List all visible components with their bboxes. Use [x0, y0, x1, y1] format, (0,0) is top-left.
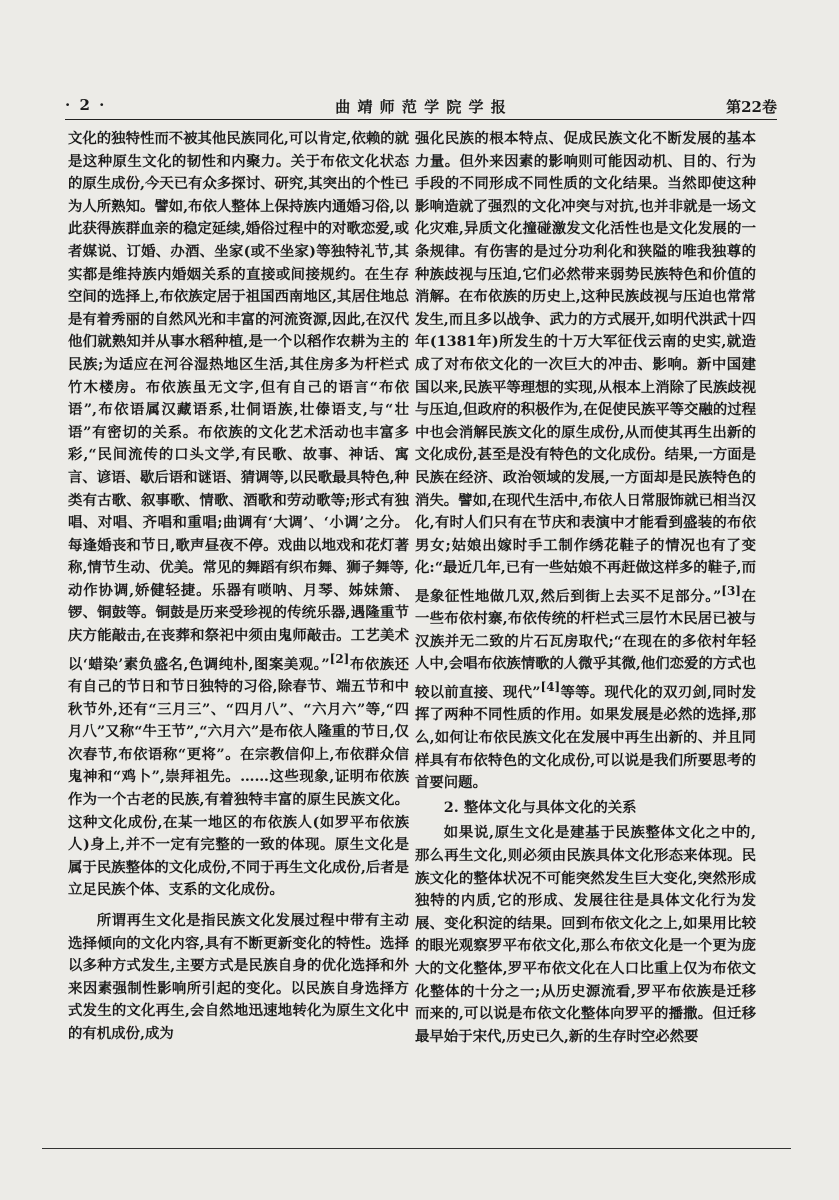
body-text: 文化的独特性而不被其他民族同化,可以肯定,依赖的就是这种原生文化的韧性和内聚力。关于布依文化状态的原生成份,今天已有众多探讨、研究,其突出的个性已为人所熟知。譬如,布依人整体上保持族内通婚习俗,以此获得族群血亲的稳定延续,婚俗过程中的对歌恋爱,或者媒说、订婚、办酒、坐家(或不坐家)等独特礼节,其实都是维持族内婚姻关系的直接或间接规约。在生存空间的选择上,布依族定居于祖国西南地区,其居住地总是有着秀丽的自然风光和丰富的河流资源,因此,在汉代他们就熟知并从事水稻种植,是一个以稻作农耕为主的民族;为适应在河谷湿热地区生活,其住房多为杆栏式竹木楼房。布依族虽无文字,但有自己的语言“布依语”,布依语属汉藏语系,壮侗语族,壮傣语支,与“壮语”有密切的关系。布依族的文化艺术活动也丰富多彩,“民间流传的口头文学,有民歌、故事、神话、寓言、谚语、歇后语和谜语、猜调等,以民歌最具特色,种类有古歌、叙事歌、情歌、酒歌和劳动歌等;形式有独唱、对唱、齐唱和重唱;曲调有‘大调’、‘小调’之分。每逢婚丧和节日,歌声昼夜不停。戏曲以地戏和花灯著称,情节生动、优美。常见的舞蹈有织布舞、狮子舞等,动作协调,娇健轻捷。乐器有唢呐、月琴、姊妹箫、锣、铜鼓等。铜鼓是历来受珍视的传统乐器,遇隆重节庆方能敲击,在丧葬和祭祀中须由鬼师敲击。工艺美术以‘蜡染’素负盛名,色调纯朴,图案美观。” [68, 130, 410, 673]
footer-rule [42, 1148, 791, 1149]
journal-title: 曲 靖 师 范 学 院 学 报 [335, 98, 507, 116]
left-column [68, 128, 409, 1046]
paragraph: 所谓再生文化是指民族文化发展过程中带有主动选择倾向的文化内容,具有不断更新变化的特性。选择以多种方式发生,主要方式是民族自身的优化选择和外来因素强制性影响所引起的变化。以民族自身选择方式发生的文化再生,会自然地迅速地转化为原生文化中的有机成份,成为 [68, 911, 409, 1042]
right-column [415, 128, 756, 1048]
citation: [3] [721, 583, 741, 598]
volume-label: 第22卷 [726, 98, 777, 116]
paragraph [415, 128, 756, 795]
body-text: 布依族还有自己的节日和节日独特的习俗,除春节、端五节和中秋节外,还有“三月三”、“四月八”、“六月六”等,“四月八”又称“牛王节”,“六月六”是布依人隆重的节日,仅次春节,布依语称“更将”。在宗教信仰上,布依群众信鬼神和“鸡卜”,崇拜祖先。……这些现象,证明布依族作为一个古老的民族,有着独特丰富的原生民族文化。这种文化成份,在某一地区的布依族人(如罗平布依族人)身上,并不一定有完整的一致的体现。原生文化是属于民族整体的文化成份,不同于再生文化成份,后者是立足民族个体、支系的文化成份。 [68, 655, 410, 899]
section-subheading: 2. 整体文化与具体文化的关系 [443, 798, 637, 816]
body-text: 在一些布依村寨,布依传统的杆栏式三层竹木民居已被与汉族并无二致的片石瓦房取代;“在现在的多依村年轻人中,会唱布依族情歌的人微乎其微,他们恋爱的方式也较以前直接、现代” [415, 587, 757, 701]
page-number: · 2 · [65, 96, 107, 114]
citation: [4] [540, 680, 561, 695]
page-header [65, 96, 777, 120]
body-text: 强化民族的根本特点、促成民族文化不断发展的基本力量。但外来因素的影响则可能因动机、目的、行为手段的不同形成不同性质的文化结果。当然即使这种影响造就了强烈的文化冲突与对抗,也并非就是一场文化灾难,异质文化撞碰激发文化活性也是文化发展的一条规律。有伤害的是过分功利化和狭隘的唯我独尊的种族歧视与压迫,它们必然带来弱势民族特色和价值的消解。在布依族的历史上,这种民族歧视与压迫也常常发生,而且多以战争、武力的方式展开,如明代洪武十四年(1381年)所发生的十万大军征伐云南的史实,就造成了对布依文化的一次巨大的冲击、影响。新中国建国以来,民族平等理想的实现,从根本上消除了民族歧视与压迫,但政府的积极作为,在促使民族平等交融的过程中也会消解民族文化的原生成份,从而使其再生出新的文化成份,甚至是没有特色的文化成份。结果,一方面是民族在经济、政治领域的发展,一方面却是民族特色的消失。譬如,在现代生活中,布依人日常服饰就已相当汉化,有时人们只有在节庆和表演中才能看到盛装的布依男女;姑娘出嫁时手工制作绣花鞋子的情况也有了变化:“最近几年,已有一些姑娘不再赶做这样多的鞋子,而是象征性地做几双,然后到街上去买不足部分。” [415, 130, 757, 605]
header-rule [65, 119, 777, 120]
paragraph [68, 128, 409, 902]
paragraph: 如果说,原生文化是建基于民族整体文化之中的,那么再生文化,则必须由民族具体文化形态来体现。民族文化的整体状况不可能突然发生巨大变化,突然形成独特的内质,它的形成、发展往往是具体文化行为发展、变化积淀的结果。回到布依文化之上,如果用比较的眼光观察罗平布依文化,那么布依文化是一个更为庞大的文化整体,罗平布依文化在人口比重上仅为布依文化整体的十分之一;从历史源流看,罗平布依族是迁移而来的,可以说是布依文化整体向罗平的播撒。但迁移最早始于宋代,历史已久,新的生存时空必然要 [415, 824, 756, 1045]
citation: [2] [329, 651, 350, 666]
body-text: 等等。现代化的双刃剑,同时发挥了两种不同性质的作用。如果发展是必然的选择,那么,如何让布依民族文化在发展中再生出新的、并且同样具有布依特色的文化成份,可以说是我们所要思考的首要问题。 [415, 683, 757, 792]
